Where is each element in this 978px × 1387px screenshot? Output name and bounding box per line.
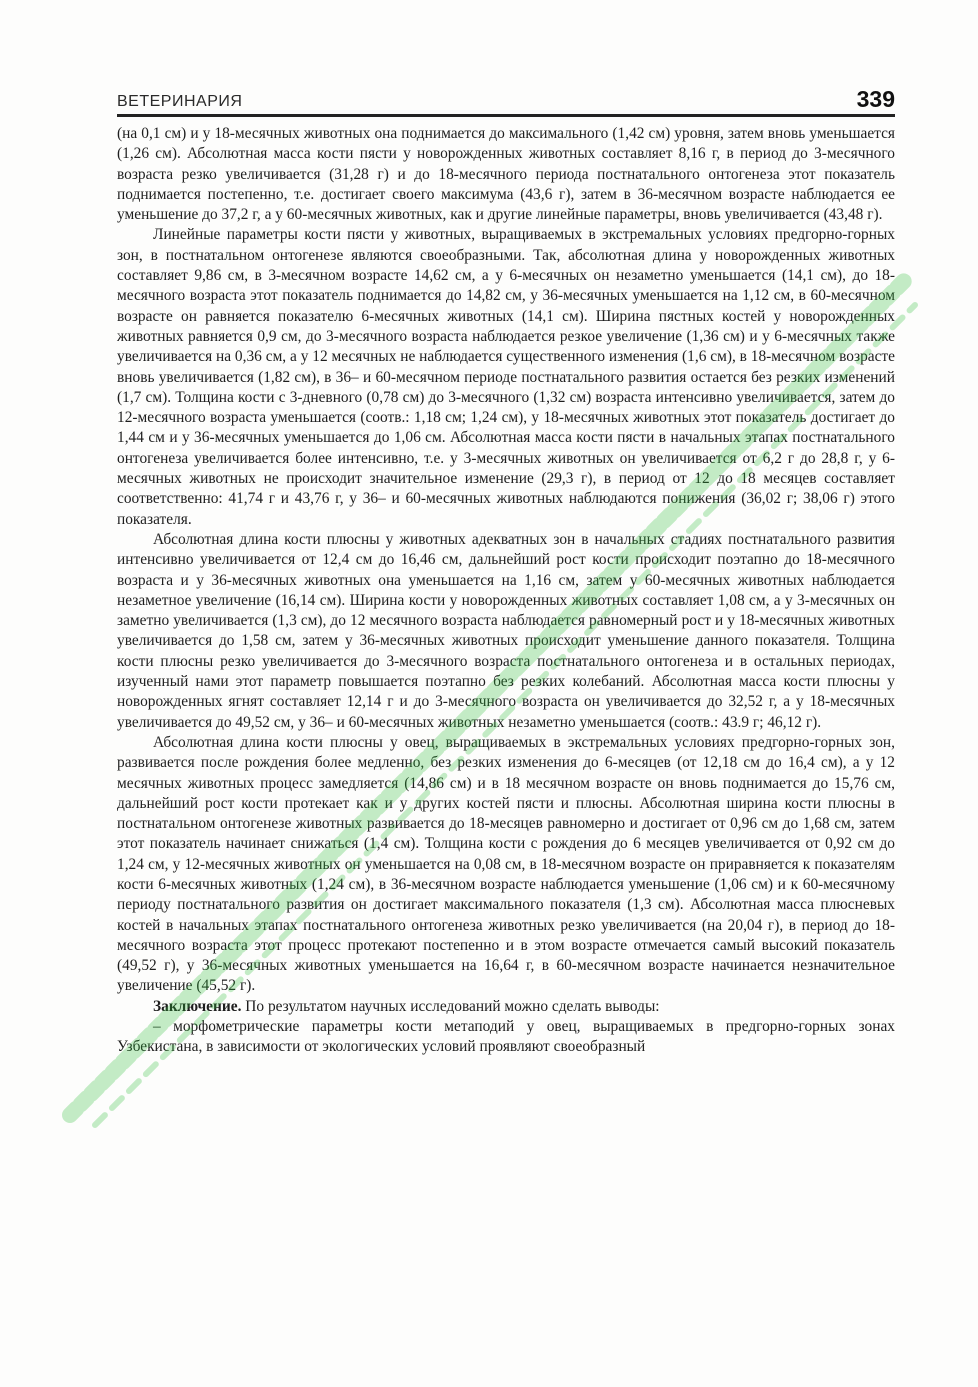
paragraph-continued: (на 0,1 см) и у 18-месячных животных она поднимается до максимального (1,42 см) уровня, затем вновь уменьшается (1,26 см). Абсолютная масса кости пясти у новорожденных животных составляет 8,16 г, в период до 3-месячного возраста резко увеличивается (31,28 г) и до 18-месячного периода постнатального онтогенеза этот показатель поднимается постепенно, т.е. достигает своего максимума (43,6 г), затем в 36-месячном возрасте наблюдается ее уменьшение до 37,2 г, а у 60-месячных животных, как и другие линейные параметры, вновь увеличивается (43,48 г).: [117, 125, 895, 224]
article-body: [117, 124, 895, 1058]
paragraph: Абсолютная длина кости плюсны у животных адекватных зон в начальных стадиях постнатального развития интенсивно увеличивается от 12,4 см до 16,46 см, дальнейший рост кости происходит поэтапно до 18-месячного возраста и у 36-месячных животных она уменьшается на 1,16 см, затем у 60-месячных животных наблюдается незаметное увеличение (16,14 см). Ширина кости у новорожденных животных составляет 1,08 см, а у 3-месячных он заметно увеличивается (1,3 см), до 12 месячного возраста наблюдается равномерный рост и у 18-месячных животных увеличивается до 1,58 см, затем у 36-месячных животных происходит уменьшение данного показателя. Толщина кости плюсны резко увеличивается до 3-месячного возраста постнатального онтогенеза и в остальных периодах, изученный нами этот параметр повышается поэтапно без резких колебаний. Абсолютная масса кости плюсны у новорожденных ягнят составляет 12,14 г и до 3-месячного возраста он увеличивается до 32,52 г, а у 18-месячных увеличивается до 49,52 см, у 36– и 60-месячных животных незаметно уменьшается (соотв.: 43.9 г; 46,12 г).: [117, 530, 895, 731]
running-head: [117, 84, 895, 117]
conclusion-heading: Заключение.: [153, 997, 242, 1015]
conclusion-paragraph: [117, 997, 895, 1017]
conclusion-lead: По результатом научных исследований можно сделать выводы:: [245, 997, 660, 1015]
conclusion-item: – морфометрические параметры кости метаподий у овец, выращиваемых в предгорно-горных зонах Узбекистана, в зависимости от экологических условий проявляют своеобразный: [117, 1018, 895, 1056]
paragraph: Линейные параметры кости пясти у животных, выращиваемых в экстремальных условиях предгорно-горных зон, в постнатальном онтогенезе являются своеобразными. Так, абсолютная длина у новорожденных животных составляет 9,86 см, в 3-месячном возрасте 14,62 см, а у 6-месячных он незаметно уменьшается (14,1 см), до 18-месячного возраста этот показатель поднимается до 14,82 см, у 36-месячных уменьшается на 1,12 см, в 60-месячном возрасте он равняется показателю 6-месячных животных (14,1 см). Ширина пястных костей у новорожденных животных равняется 0,9 см, до 3-месячного возраста наблюдается резкое увеличение (1,36 см) и у 6-месячных также увеличивается на 0,36 см, а у 12 месячных не наблюдается существенного изменения (1,6 см), в 18-месячном возрасте вновь увеличивается (1,82 см), в 36– и 60-месячном периоде постнатального развития остается без резких изменений (1,7 см). Толщина кости с 3-дневного (0,78 см) до 3-месячного (1,32 см) возраста интенсивно увеличивается, затем до 12-месячного возраста уменьшается (соотв.: 1,18 см; 1,24 см), у 18-месячных животных этот показатель достигает до 1,44 см и у 36-месячных уменьшается до 1,06 см. Абсолютная масса кости пясти в начальных этапах постнатального онтогенеза увеличивается более интенсивно, т.е. у 3-месячных животных он увеличивается от 6,2 г до 28,8 г, у 6-месячных животных не происходит значительное изменение (29,3 г), в период от 12 до 18 месяцев составляет соответственно: 41,74 г и 43,76 г, у 36– и 60-месячных животных наблюдаются понижения (36,02 г; 38,06 г) этого показателя.: [117, 226, 895, 528]
paragraph: Абсолютная длина кости плюсны у овец, выращиваемых в экстремальных условиях предгорно-горных зон, развивается после рождения более медленно, без резких изменения до 6-месяцев (от 12,18 см до 16,4 см), а у 12 месячных животных процесс замедляется (14,86 см) и в 18 месячном возрасте он вновь поднимается до 15,76 см, дальнейший рост кости протекает как и у других костей пясти и плюсны. Абсолютная ширина кости плюсны в постнатальном онтогенезе животных развивается до 18-месяцев равномерно и достигает от 0,96 см до 1,68 см, затем этот показатель начинает снижаться (1,4 см). Толщина кости с рождения до 6 месяцев увеличивается от 0,92 см до 1,24 см, у 12-месячных животных он уменьшается на 0,08 см, в 18-месячном возрасте он приравняется к показателям кости 6-месячных животных (1,24 см), в 36-месячном возрасте наблюдается уменьшение (1,06 см) и к 60-месячному периоду постнатального развития он достигает максимального показателя (1,3 см). Абсолютная масса плюсневых костей в начальных этапах постнатального онтогенеза животных резко увеличивается (на 20,04 г), в период до 18-месячного возраста этот процесс протекают постепенно и в этом возрасте отмечается самый высокий показатель (49,52 г), у 36-месячных животных уменьшается на 16,64 г, в 60-месячном возрасте начинается незначительное увеличение (45,52 г).: [117, 733, 895, 995]
page-number: 339: [856, 86, 895, 112]
journal-name: ВЕТЕРИНАРИЯ: [117, 93, 243, 110]
